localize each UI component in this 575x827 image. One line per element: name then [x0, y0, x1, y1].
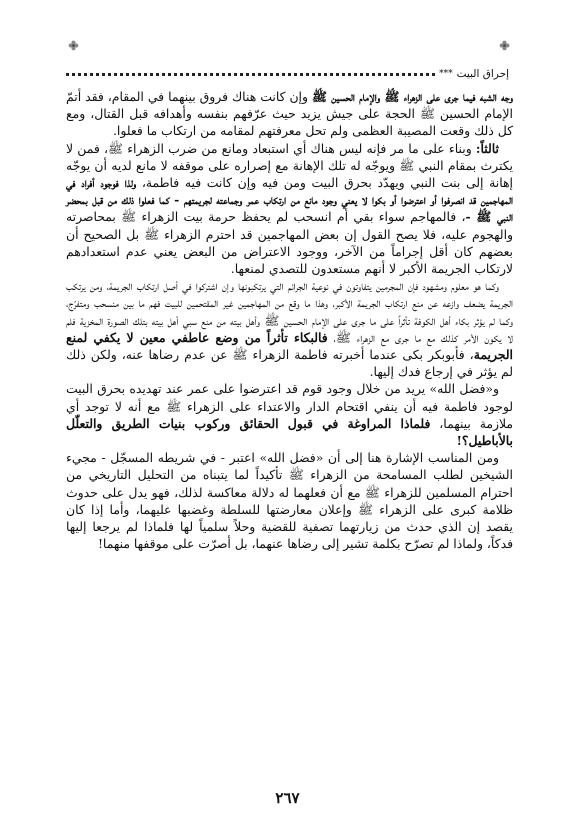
- paragraph-5: [66, 449, 513, 552]
- running-header: [66, 66, 509, 82]
- header-dotted-rule: [66, 73, 435, 76]
- paragraph-3: [66, 277, 513, 380]
- text-run: ، فأبوبكر بكى عندما أخبرته فاطمة الزهراء ﷺ عن عدم رضاها عنه، ولكن ذلك لم يؤثر في إرجاع فدك إليها.: [66, 347, 513, 380]
- text-run: وكما هو معلوم ومشهود فإن المجرمين يتفاوتون في نوعية الجرائم التي يرتكبونها وإن اشتركوا في أصل ارتكاب الجريمة، ومن يرتكب الجريمة يضعف وازعه عن منع ارتكاب الجريمة الأكبر، وهذا ما وقع من المهاجمين غير المقتحمين للبيت فهم ما بين منسحب ومتفرّج، وكما لم يؤثر بكاء أهل الكوفة تأثراً على ما جرى على الإمام الحسين ﷺ وأهل بيته من منع سبي أهل بيته بتلك الصورة المخزية فلم لا يكون الأمر كذلك مع ما جرى مع الزهراء ﷺ،: [66, 278, 513, 345]
- bold-text-run: وجه الشبه فيما جرى على الزهراء ﷺ والإمام الحسين ﷺ: [311, 89, 513, 104]
- text-run: ، فالمهاجم سواء بقي أم انسحب لم يحفظ حرمة بيت الزهراء ﷺ بمحاصرته والهجوم عليه، فلا يصح القول إن بعض المهاجمين قد احترم الزهراء ﷺ بل الصحيح أن بعضهم كان أقل إجراماً من الآخر، ووجود الاعتراض من البعض يعني عدم استعدادهم لارتكاب الجريمة الأكبر لا أنهم مستعدون للتصدي لمنعها.: [66, 209, 513, 277]
- paragraph-1: [66, 88, 513, 140]
- body-text: [66, 88, 513, 552]
- bold-text-run: ولذا فوجود أفراد في المهاجمين قد انصرفوا أو اعترضوا أو بكوا لا يعني وجود مانع من ارتكاب عمر وجماعته لجريمتهم - كما فعلوا ذلك من قبل بمحضر النبي ﷺ -: [66, 175, 513, 225]
- paragraph-4: [66, 380, 513, 449]
- flower-ornament-icon: [497, 38, 511, 52]
- bold-text-run: فلماذا المراوغة في قبول الحقائق وركوب بنيات الطريق والتعلّل بالأباطيل؟!: [66, 415, 513, 449]
- text-run: وبناء على ما مر فإنه ليس هناك أي استبعاد ومانع من ضرب الزهراء ﷺ، فمن لا يكترث بمقام النبي ﷺ ويوجّه له تلك الإهانة مع إصراره على موقفه لا مانع لديه أن يوجّه إهانة إلى بنت النبي ويهدّد بحرق البيت ومن فيه وإن كانت فيه فاطمة،: [66, 140, 513, 191]
- running-header-title: إحراق البيت: [456, 68, 509, 80]
- paragraph-2: [66, 140, 513, 278]
- bold-text-run: فالبكاء تأثراً من وضع عاطفي معين لا يكفي لمنع الجريمة: [66, 329, 513, 363]
- bold-text-run: ثالثاً:: [475, 140, 499, 156]
- page-number: ٢٦٧: [275, 789, 300, 807]
- text-run: و«فضل الله» يريد من خلال وجود قوم قد اعترضوا على عمر عند تهديده بحرق البيت لوجود فاطمة فيه أن ينفي اقتحام الدار والاعتداء على الزهراء ﷺ مع أنه لا توجد أي ملازمة بينهما،: [66, 381, 513, 431]
- flower-ornament-icon: [66, 38, 80, 52]
- running-header-marker: ***: [439, 69, 453, 79]
- text-run: وإن كانت هناك فروق بينهما في المقام، فقد أتمّ الإمام الحسين ﷺ الحجة على جيش يزيد حيث عرّفهم بنفسه وأهدافه قبل القتال، ومع كل ذلك وقعت المصيبة العظمى ولم تحل معرفتهم لمقامه من ارتكاب ما فعلوا.: [66, 89, 513, 139]
- text-run: ومن المناسب الإشارة هنا إلى أن «فضل الله» اعتبر - في شريطه المسجّل - مجيء الشيخين لطلب المسامحة من الزهراء ﷺ تأكيداً لما يتبناه من التحليل التاريخي من احترام المسلمين للزهراء ﷺ مع أن فعلهما له دلالة معاكسة لذلك، فهو يدل على حدوث ظلامة كبرى على الزهراء ﷺ وإعلان معارضتها للسلطة وغضبها عليهما، وأما إذا كان يقصد إن الذي حدث من زيارتهما تصفية للقضية وحلاً سلمياً لها فلماذا لم يرجعا إليها فدكاً، ولماذا لم تصرّح بكلمة تشير إلى رضاها عنهما، بل أصرّت على موقفها منهما!: [66, 450, 513, 552]
